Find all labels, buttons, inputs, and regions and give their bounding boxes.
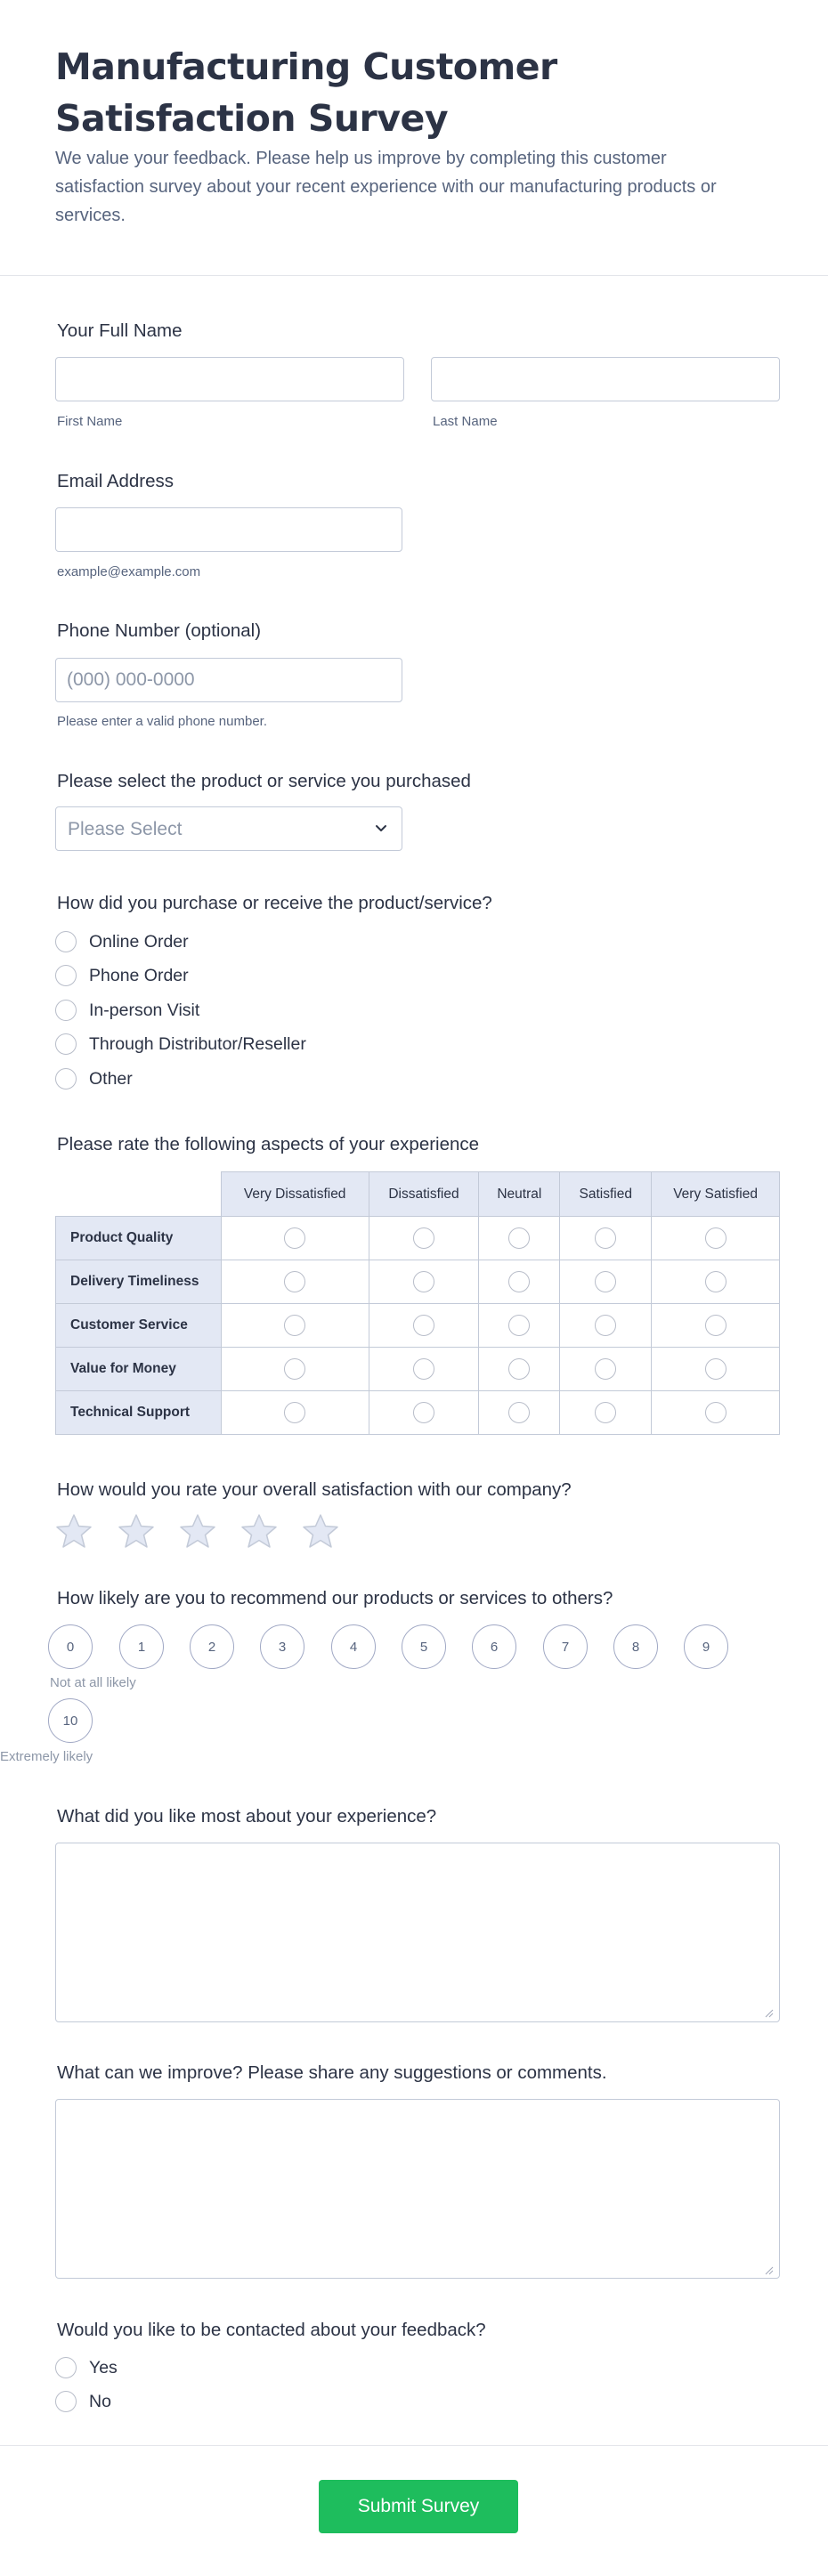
scale-option-6[interactable]: 6 xyxy=(472,1624,516,1669)
matrix-cell[interactable] xyxy=(652,1260,780,1304)
scale-low-caption: Not at all likely xyxy=(50,1675,136,1690)
purchase-method-label: How did you purchase or receive the product/service? xyxy=(57,893,492,913)
matrix-column-header: Satisfied xyxy=(560,1172,652,1217)
matrix-cell[interactable] xyxy=(221,1391,369,1435)
matrix-cell[interactable] xyxy=(560,1304,652,1348)
scale-option-0[interactable]: 0 xyxy=(48,1624,93,1669)
star-icon[interactable] xyxy=(55,1513,93,1549)
radio-button[interactable] xyxy=(413,1358,434,1380)
matrix-cell[interactable] xyxy=(652,1304,780,1348)
resize-grip-icon[interactable] xyxy=(765,2009,774,2018)
product-label: Please select the product or service you purchased xyxy=(57,771,471,791)
radio-button[interactable] xyxy=(595,1315,616,1336)
matrix-cell[interactable] xyxy=(369,1304,479,1348)
scale-option-3[interactable]: 3 xyxy=(260,1624,304,1669)
radio-button[interactable] xyxy=(284,1271,305,1292)
radio-button[interactable] xyxy=(413,1315,434,1336)
chevron-down-icon xyxy=(373,820,389,836)
radio-button[interactable] xyxy=(55,1033,77,1055)
radio-button[interactable] xyxy=(508,1315,530,1336)
matrix-cell[interactable] xyxy=(479,1348,560,1391)
matrix-row xyxy=(56,1348,780,1391)
radio-button[interactable] xyxy=(705,1358,727,1380)
purchase-option-online-order[interactable] xyxy=(55,928,189,955)
radio-button[interactable] xyxy=(705,1402,727,1423)
page-title: Manufacturing Customer Satisfaction Survey xyxy=(55,45,557,140)
matrix-column-header: Very Satisfied xyxy=(652,1172,780,1217)
matrix-cell[interactable] xyxy=(479,1391,560,1435)
last-name-input[interactable] xyxy=(431,357,780,401)
radio-label: Phone Order xyxy=(89,965,189,985)
scale-option-4[interactable]: 4 xyxy=(331,1624,376,1669)
radio-label: Yes xyxy=(89,2357,118,2378)
submit-button[interactable]: Submit Survey xyxy=(319,2480,518,2533)
first-name-sublabel: First Name xyxy=(57,414,123,429)
radio-button[interactable] xyxy=(55,2357,77,2378)
matrix-row-label: Technical Support xyxy=(56,1391,222,1435)
radio-label: In-person Visit xyxy=(89,1000,200,1020)
rating-matrix-label: Please rate the following aspects of your experience xyxy=(57,1134,480,1154)
matrix-cell[interactable] xyxy=(221,1348,369,1391)
first-name-input[interactable] xyxy=(55,357,404,401)
matrix-corner xyxy=(56,1172,222,1217)
email-input[interactable] xyxy=(55,507,402,552)
product-select[interactable] xyxy=(55,806,402,851)
radio-button[interactable] xyxy=(705,1315,727,1336)
matrix-row xyxy=(56,1304,780,1348)
matrix-cell[interactable] xyxy=(560,1391,652,1435)
star-icon[interactable] xyxy=(179,1513,216,1549)
matrix-cell[interactable] xyxy=(369,1391,479,1435)
radio-button[interactable] xyxy=(595,1271,616,1292)
footer-divider xyxy=(0,2445,828,2446)
matrix-column-header: Dissatisfied xyxy=(369,1172,479,1217)
scale-option-2[interactable]: 2 xyxy=(190,1624,234,1669)
purchase-option-distributor[interactable] xyxy=(55,1031,306,1057)
scale-option-9[interactable]: 9 xyxy=(684,1624,728,1669)
matrix-header-row xyxy=(56,1172,780,1217)
matrix-cell[interactable] xyxy=(652,1217,780,1260)
radio-button[interactable] xyxy=(55,965,77,986)
rating-matrix xyxy=(55,1171,780,1435)
radio-button[interactable] xyxy=(413,1402,434,1423)
star-icon[interactable] xyxy=(240,1513,278,1549)
matrix-cell[interactable] xyxy=(652,1391,780,1435)
matrix-row-label: Customer Service xyxy=(56,1304,222,1348)
phone-sublabel: Please enter a valid phone number. xyxy=(57,714,267,729)
matrix-cell[interactable] xyxy=(221,1217,369,1260)
radio-button[interactable] xyxy=(284,1358,305,1380)
radio-button[interactable] xyxy=(413,1227,434,1249)
matrix-row-label: Value for Money xyxy=(56,1348,222,1391)
matrix-row xyxy=(56,1391,780,1435)
overall-satisfaction-label: How would you rate your overall satisfaction with our company? xyxy=(57,1479,572,1500)
radio-button[interactable] xyxy=(55,2391,77,2412)
radio-button[interactable] xyxy=(284,1402,305,1423)
recommend-label: How likely are you to recommend our products or services to others? xyxy=(57,1588,613,1608)
purchase-option-phone-order[interactable] xyxy=(55,962,189,989)
radio-label: No xyxy=(89,2391,111,2411)
phone-input[interactable] xyxy=(55,658,402,702)
radio-button[interactable] xyxy=(595,1402,616,1423)
purchase-option-in-person-visit[interactable] xyxy=(55,997,199,1024)
scale-option-1[interactable]: 1 xyxy=(119,1624,164,1669)
radio-button[interactable] xyxy=(595,1227,616,1249)
matrix-row xyxy=(56,1260,780,1304)
email-sublabel: example@example.com xyxy=(57,564,201,579)
matrix-row-label: Delivery Timeliness xyxy=(56,1260,222,1304)
radio-button[interactable] xyxy=(55,931,77,952)
product-select-value: Please Select xyxy=(68,819,183,839)
liked-most-textarea[interactable] xyxy=(55,1843,780,2022)
radio-button[interactable] xyxy=(508,1402,530,1423)
scale-option-8[interactable]: 8 xyxy=(613,1624,658,1669)
contact-option-yes[interactable] xyxy=(55,2354,118,2381)
matrix-cell[interactable] xyxy=(652,1348,780,1391)
scale-option-5[interactable]: 5 xyxy=(402,1624,446,1669)
contact-label: Would you like to be contacted about your feedback? xyxy=(57,2320,486,2340)
radio-button[interactable] xyxy=(595,1358,616,1380)
matrix-column-header: Very Dissatisfied xyxy=(221,1172,369,1217)
email-label: Email Address xyxy=(57,471,175,491)
radio-button[interactable] xyxy=(705,1227,727,1249)
purchase-option-other[interactable] xyxy=(55,1065,133,1092)
matrix-cell[interactable] xyxy=(221,1260,369,1304)
scale-option-7[interactable]: 7 xyxy=(543,1624,588,1669)
star-icon[interactable] xyxy=(302,1513,339,1549)
matrix-cell[interactable] xyxy=(369,1217,479,1260)
scale-high-caption: Extremely likely xyxy=(0,1749,93,1764)
improve-textarea[interactable] xyxy=(55,2099,780,2279)
full-name-label: Your Full Name xyxy=(57,320,183,341)
resize-grip-icon[interactable] xyxy=(765,2266,774,2275)
radio-button[interactable] xyxy=(413,1271,434,1292)
matrix-cell[interactable] xyxy=(479,1260,560,1304)
radio-label: Online Order xyxy=(89,931,189,952)
contact-option-no[interactable] xyxy=(55,2388,111,2415)
radio-button[interactable] xyxy=(508,1358,530,1380)
matrix-cell[interactable] xyxy=(560,1348,652,1391)
radio-button[interactable] xyxy=(705,1271,727,1292)
matrix-cell[interactable] xyxy=(369,1260,479,1304)
matrix-cell[interactable] xyxy=(369,1348,479,1391)
matrix-cell[interactable] xyxy=(221,1304,369,1348)
radio-button[interactable] xyxy=(284,1227,305,1249)
scale-option-10[interactable]: 10 xyxy=(48,1698,93,1743)
radio-button[interactable] xyxy=(508,1271,530,1292)
last-name-sublabel: Last Name xyxy=(433,414,498,429)
matrix-cell[interactable] xyxy=(479,1217,560,1260)
radio-button[interactable] xyxy=(284,1315,305,1336)
radio-label: Other xyxy=(89,1068,133,1089)
matrix-row xyxy=(56,1217,780,1260)
matrix-cell[interactable] xyxy=(560,1260,652,1304)
radio-label: Through Distributor/Reseller xyxy=(89,1033,306,1054)
radio-button[interactable] xyxy=(55,1000,77,1021)
radio-button[interactable] xyxy=(508,1227,530,1249)
matrix-cell[interactable] xyxy=(479,1304,560,1348)
matrix-row-label: Product Quality xyxy=(56,1217,222,1260)
matrix-column-header: Neutral xyxy=(479,1172,560,1217)
radio-button[interactable] xyxy=(55,1068,77,1090)
phone-label: Phone Number (optional) xyxy=(57,620,262,641)
liked-most-label: What did you like most about your experience? xyxy=(57,1806,437,1827)
form-header xyxy=(0,0,828,276)
improve-label: What can we improve? Please share any suggestions or comments. xyxy=(57,2062,607,2083)
page-subtitle: We value your feedback. Please help us improve by completing this customer satisfaction survey about your recent experience with our manufacturing products or services. xyxy=(55,149,717,225)
matrix-cell[interactable] xyxy=(560,1217,652,1260)
star-icon[interactable] xyxy=(118,1513,155,1549)
